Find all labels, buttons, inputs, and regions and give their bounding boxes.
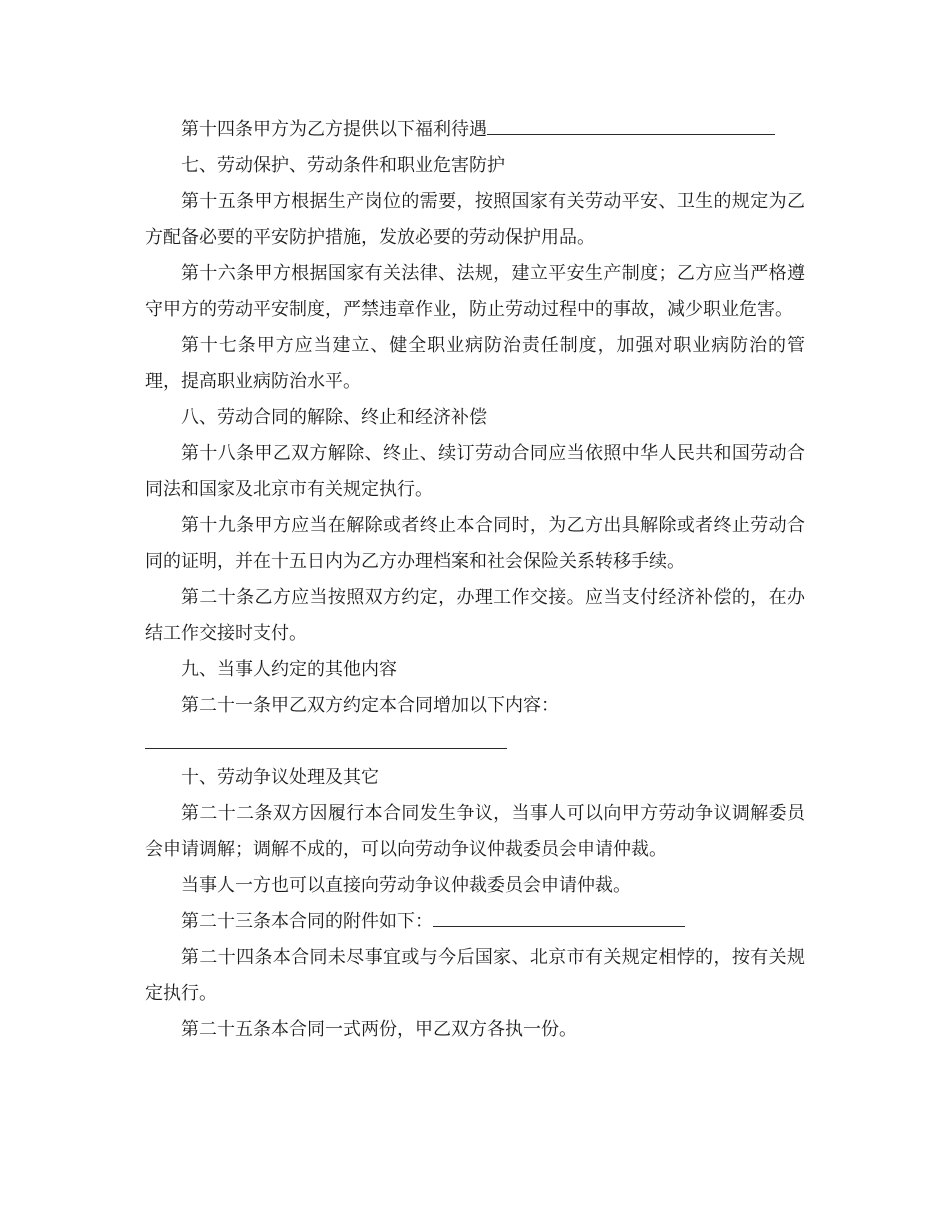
article-19: 第十九条甲方应当在解除或者终止本合同时，为乙方出具解除或者终止劳动合同的证明，并在十五日内为乙方办理档案和社会保险关系转移手续。 [145,515,805,572]
section-8-heading: 八、劳动合同的解除、终止和经济补偿 [181,407,487,428]
article-23-text: 第二十三条本合同的附件如下： [181,911,433,932]
article-21: 第二十一条甲乙双方约定本合同增加以下内容： [181,695,559,716]
article-22-note: 当事人一方也可以直接向劳动争议仲裁委员会申请仲裁。 [181,875,631,896]
article-16: 第十六条甲方根据国家有关法律、法规，建立平安生产制度；乙方应当严格遵守甲方的劳动平安制度，严禁违章作业，防止劳动过程中的事故，减少职业危害。 [145,263,805,320]
article-22: 第二十二条双方因履行本合同发生争议，当事人可以向甲方劳动争议调解委员会申请调解；调解不成的，可以向劳动争议仲裁委员会申请仲裁。 [145,803,805,860]
article-14 [145,112,805,148]
article-14-text: 第十四条甲方为乙方提供以下福利待遇 [181,119,487,140]
article-23 [145,904,805,940]
attachments-blank-line [433,908,685,927]
article-17: 第十七条甲方应当建立、健全职业病防治责任制度，加强对职业病防治的管理，提高职业病防治水平。 [145,335,805,392]
additional-content-blank [145,724,805,760]
article-18: 第十八条甲乙双方解除、终止、续订劳动合同应当依照中华人民共和国劳动合同法和国家及北京市有关规定执行。 [145,443,805,500]
welfare-blank-line [487,116,775,135]
article-15: 第十五条甲方根据生产岗位的需要，按照国家有关劳动平安、卫生的规定为乙方配备必要的平安防护措施，发放必要的劳动保护用品。 [145,191,805,248]
additional-content-rule [145,748,507,749]
section-9-heading: 九、当事人约定的其他内容 [181,659,397,680]
document-body [145,112,805,1048]
article-24: 第二十四条本合同未尽事宜或与今后国家、北京市有关规定相悖的，按有关规定执行。 [145,947,805,1004]
article-20: 第二十条乙方应当按照双方约定，办理工作交接。应当支付经济补偿的，在办结工作交接时支付。 [145,587,805,644]
section-7-heading: 七、劳动保护、劳动条件和职业危害防护 [181,155,505,176]
section-10-heading: 十、劳动争议处理及其它 [181,767,379,788]
article-25: 第二十五条本合同一式两份，甲乙双方各执一份。 [181,1019,577,1040]
